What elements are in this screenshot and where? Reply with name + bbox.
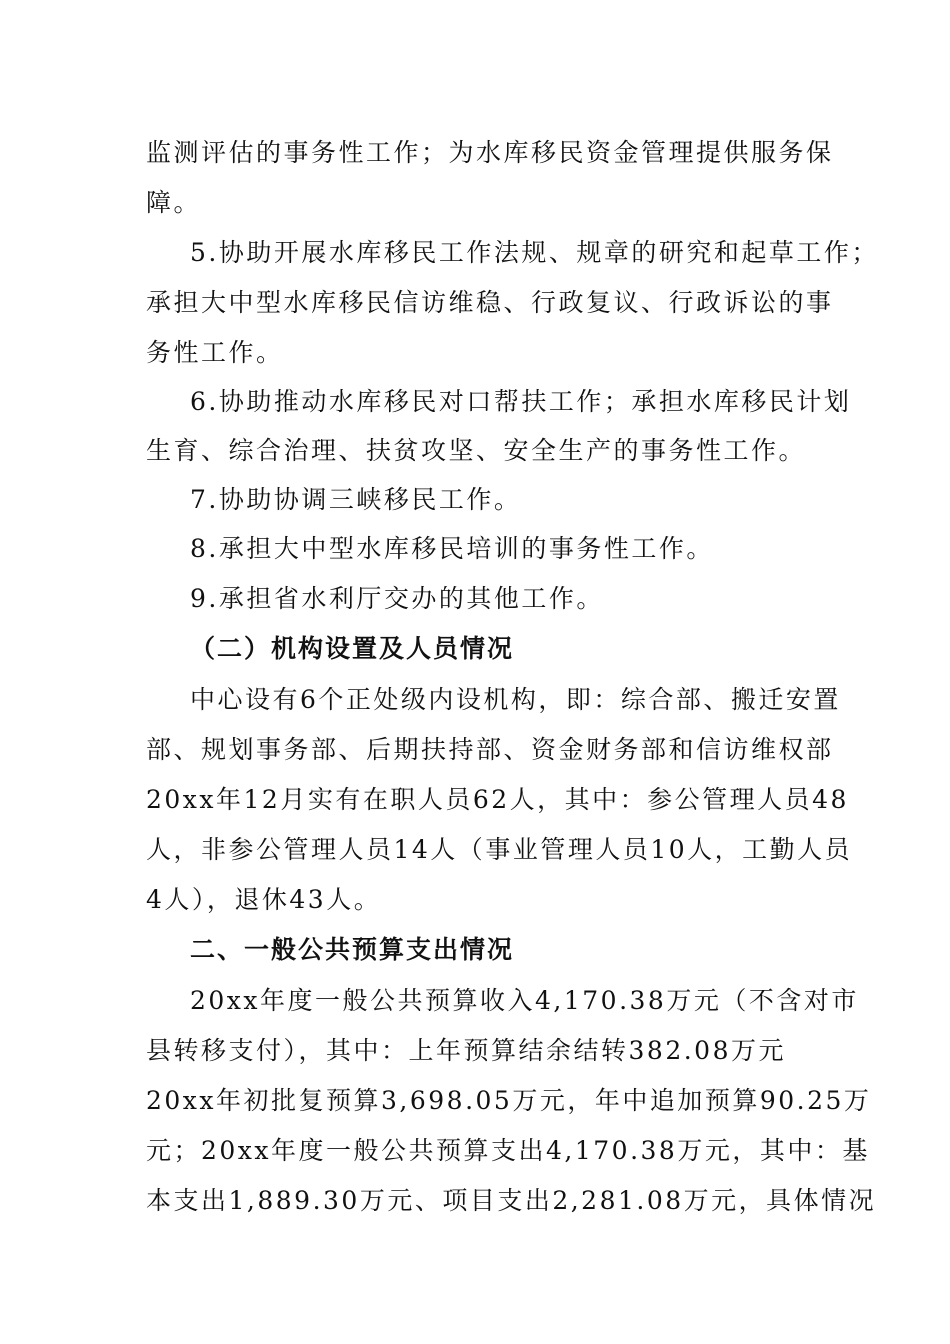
list-item-6: 6.协助推动水库移民对口帮扶工作；承担水库移民计划 [190,387,852,416]
paragraph-line: 县转移支付），其中：上年预算结余结转382.08万元 [146,1036,786,1065]
paragraph-line: 部、规划事务部、后期扶持部、资金财务部和信访维权部 [146,735,834,764]
list-item-7: 7.协助协调三峡移民工作。 [190,485,522,514]
body-text-line: 承担大中型水库移民信访维稳、行政复议、行政诉讼的事 [146,288,834,317]
body-text-line: 务性工作。 [146,338,284,367]
list-item-9: 9.承担省水利厅交办的其他工作。 [190,584,604,613]
body-text-line: 生育、综合治理、扶贫攻坚、安全生产的事务性工作。 [146,436,807,465]
paragraph-line: 20xx年初批复预算3,698.05万元，年中追加预算90.25万 [146,1086,872,1115]
paragraph-line: 中心设有6个正处级内设机构，即：综合部、搬迁安置 [190,685,841,714]
section-heading-organization: （二）机构设置及人员情况 [190,634,515,663]
body-text-line: 障。 [146,188,202,217]
paragraph-line: 4人），退休43人。 [146,885,382,914]
list-item-5: 5.协助开展水库移民工作法规、规章的研究和起草工作； [190,238,879,267]
list-item-8: 8.承担大中型水库移民培训的事务性工作。 [190,534,714,563]
section-heading-budget: 二、一般公共预算支出情况 [190,935,515,964]
paragraph-line: 本支出1,889.30万元、项目支出2,281.08万元，具体情况 [146,1186,877,1215]
paragraph-line: 人，非参公管理人员14人（事业管理人员10人，工勤人员 [146,835,853,864]
paragraph-line: 元；20xx年度一般公共预算支出4,170.38万元，其中：基 [146,1136,870,1165]
paragraph-line: 20xx年度一般公共预算收入4,170.38万元（不含对市 [190,986,859,1015]
body-text-line: 监测评估的事务性工作；为水库移民资金管理提供服务保 [146,138,834,167]
paragraph-line: 20xx年12月实有在职人员62人，其中：参公管理人员48 [146,785,849,814]
